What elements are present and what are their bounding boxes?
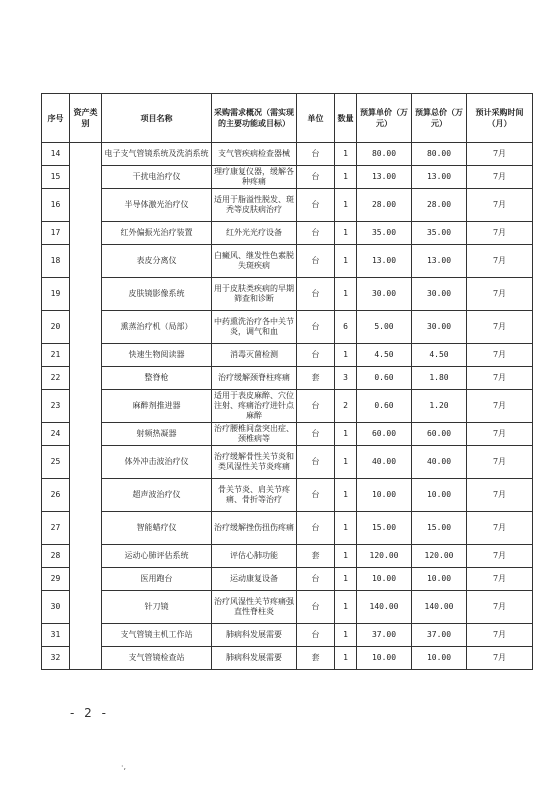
cell-seq: 27 xyxy=(42,512,70,545)
cell-seq: 16 xyxy=(42,189,70,222)
header-category: 资产类别 xyxy=(70,94,102,143)
cell-unit: 台 xyxy=(297,446,335,479)
cell-unit-price: 15.00 xyxy=(357,512,412,545)
cell-seq: 15 xyxy=(42,166,70,189)
cell-unit-price: 30.00 xyxy=(357,278,412,311)
cell-qty: 1 xyxy=(335,278,357,311)
cell-total-price: 4.50 xyxy=(412,344,467,367)
cell-name: 熏蒸治疗机（局部） xyxy=(102,311,212,344)
header-qty: 数量 xyxy=(335,94,357,143)
table-row xyxy=(42,166,533,189)
cell-unit: 台 xyxy=(297,222,335,245)
header-name: 项目名称 xyxy=(102,94,212,143)
header-requirement: 采购需求概况（需实现的主要功能或目标） xyxy=(212,94,297,143)
cell-qty: 1 xyxy=(335,568,357,591)
cell-requirement: 运动康复设备 xyxy=(212,568,297,591)
header-unit-price: 预算单价（万元） xyxy=(357,94,412,143)
cell-time: 7月 xyxy=(467,143,533,166)
cell-category xyxy=(70,143,102,670)
cell-time: 7月 xyxy=(467,245,533,278)
cell-name: 智能蜡疗仪 xyxy=(102,512,212,545)
cell-qty: 1 xyxy=(335,512,357,545)
cell-time: 7月 xyxy=(467,446,533,479)
cell-total-price: 15.00 xyxy=(412,512,467,545)
header-time: 预计采购时间（月） xyxy=(467,94,533,143)
cell-seq: 28 xyxy=(42,545,70,568)
cell-unit: 台 xyxy=(297,245,335,278)
header-total-price: 预算总价（万元） xyxy=(412,94,467,143)
cell-qty: 1 xyxy=(335,647,357,670)
table-row xyxy=(42,545,533,568)
cell-requirement: 白癜风、继发性色素脱失斑疾病 xyxy=(212,245,297,278)
cell-name: 运动心肺评估系统 xyxy=(102,545,212,568)
cell-time: 7月 xyxy=(467,278,533,311)
cell-seq: 29 xyxy=(42,568,70,591)
cell-name: 半导体激光治疗仪 xyxy=(102,189,212,222)
table-row xyxy=(42,512,533,545)
cell-qty: 1 xyxy=(335,545,357,568)
cell-name: 支气管镜检查站 xyxy=(102,647,212,670)
cell-unit-price: 120.00 xyxy=(357,545,412,568)
cell-time: 7月 xyxy=(467,568,533,591)
cell-unit-price: 13.00 xyxy=(357,166,412,189)
cell-unit-price: 5.00 xyxy=(357,311,412,344)
cell-seq: 30 xyxy=(42,591,70,624)
cell-requirement: 骨关节炎、肩关节疼痛、骨折等治疗 xyxy=(212,479,297,512)
cell-total-price: 30.00 xyxy=(412,311,467,344)
header-unit: 单位 xyxy=(297,94,335,143)
cell-requirement: 适用于表皮麻醉、穴位注射、疼痛治疗进针点麻醉 xyxy=(212,390,297,423)
cell-unit-price: 35.00 xyxy=(357,222,412,245)
cell-unit: 台 xyxy=(297,512,335,545)
cell-seq: 26 xyxy=(42,479,70,512)
cell-time: 7月 xyxy=(467,189,533,222)
table-row xyxy=(42,245,533,278)
cell-name: 快速生物阅读器 xyxy=(102,344,212,367)
cell-name: 超声波治疗仪 xyxy=(102,479,212,512)
cell-total-price: 10.00 xyxy=(412,479,467,512)
table-row xyxy=(42,423,533,446)
table-row xyxy=(42,367,533,390)
cell-unit: 台 xyxy=(297,166,335,189)
cell-total-price: 10.00 xyxy=(412,647,467,670)
cell-requirement: 治疗缓解颈脊柱疼痛 xyxy=(212,367,297,390)
cell-unit: 台 xyxy=(297,311,335,344)
cell-time: 7月 xyxy=(467,390,533,423)
table-row xyxy=(42,278,533,311)
cell-qty: 1 xyxy=(335,344,357,367)
cell-unit-price: 140.00 xyxy=(357,591,412,624)
cell-total-price: 13.00 xyxy=(412,166,467,189)
cell-seq: 18 xyxy=(42,245,70,278)
footer-mark: ·, xyxy=(121,762,127,771)
cell-time: 7月 xyxy=(467,512,533,545)
cell-total-price: 60.00 xyxy=(412,423,467,446)
cell-time: 7月 xyxy=(467,545,533,568)
cell-unit: 台 xyxy=(297,143,335,166)
table-row xyxy=(42,311,533,344)
cell-qty: 2 xyxy=(335,390,357,423)
cell-total-price: 35.00 xyxy=(412,222,467,245)
cell-total-price: 80.00 xyxy=(412,143,467,166)
cell-unit: 台 xyxy=(297,278,335,311)
table-row xyxy=(42,446,533,479)
table-row xyxy=(42,647,533,670)
cell-seq: 19 xyxy=(42,278,70,311)
cell-name: 电子支气管镜系统及洗消系统 xyxy=(102,143,212,166)
cell-total-price: 30.00 xyxy=(412,278,467,311)
cell-unit: 套 xyxy=(297,647,335,670)
cell-time: 7月 xyxy=(467,367,533,390)
cell-time: 7月 xyxy=(467,166,533,189)
cell-seq: 31 xyxy=(42,624,70,647)
cell-total-price: 120.00 xyxy=(412,545,467,568)
cell-unit-price: 0.60 xyxy=(357,367,412,390)
cell-time: 7月 xyxy=(467,647,533,670)
table-row xyxy=(42,222,533,245)
cell-name: 体外冲击波治疗仪 xyxy=(102,446,212,479)
cell-requirement: 用于皮肤类疾病的早期筛查和诊断 xyxy=(212,278,297,311)
table-row xyxy=(42,568,533,591)
cell-unit: 套 xyxy=(297,367,335,390)
header-seq: 序号 xyxy=(42,94,70,143)
cell-qty: 1 xyxy=(335,222,357,245)
table-row xyxy=(42,624,533,647)
cell-requirement: 肺病科发展需要 xyxy=(212,624,297,647)
cell-name: 干扰电治疗仪 xyxy=(102,166,212,189)
table-row xyxy=(42,591,533,624)
cell-total-price: 140.00 xyxy=(412,591,467,624)
cell-name: 针刀镜 xyxy=(102,591,212,624)
cell-requirement: 治疗缓解骨性关节炎和类风湿性关节炎疼痛 xyxy=(212,446,297,479)
cell-unit-price: 80.00 xyxy=(357,143,412,166)
cell-name: 皮肤镜影像系统 xyxy=(102,278,212,311)
cell-time: 7月 xyxy=(467,311,533,344)
table-header-row xyxy=(42,94,533,143)
cell-time: 7月 xyxy=(467,624,533,647)
table-row xyxy=(42,189,533,222)
cell-qty: 1 xyxy=(335,189,357,222)
cell-name: 整脊枪 xyxy=(102,367,212,390)
cell-seq: 25 xyxy=(42,446,70,479)
cell-requirement: 适用于脂溢性脱发、斑秃等皮肤病治疗 xyxy=(212,189,297,222)
cell-unit: 套 xyxy=(297,545,335,568)
cell-requirement: 支气管疾病检查器械 xyxy=(212,143,297,166)
cell-seq: 20 xyxy=(42,311,70,344)
cell-unit: 台 xyxy=(297,423,335,446)
cell-time: 7月 xyxy=(467,344,533,367)
cell-total-price: 13.00 xyxy=(412,245,467,278)
cell-name: 医用跑台 xyxy=(102,568,212,591)
cell-qty: 1 xyxy=(335,423,357,446)
cell-qty: 1 xyxy=(335,245,357,278)
table-row xyxy=(42,479,533,512)
cell-qty: 1 xyxy=(335,166,357,189)
table-row xyxy=(42,344,533,367)
cell-qty: 1 xyxy=(335,591,357,624)
cell-seq: 23 xyxy=(42,390,70,423)
cell-unit: 台 xyxy=(297,479,335,512)
cell-qty: 1 xyxy=(335,143,357,166)
cell-unit: 台 xyxy=(297,591,335,624)
cell-seq: 32 xyxy=(42,647,70,670)
cell-name: 射频热凝器 xyxy=(102,423,212,446)
cell-seq: 22 xyxy=(42,367,70,390)
cell-qty: 1 xyxy=(335,624,357,647)
cell-time: 7月 xyxy=(467,479,533,512)
table-row xyxy=(42,390,533,423)
cell-name: 麻醉剂推进器 xyxy=(102,390,212,423)
cell-name: 表皮分离仪 xyxy=(102,245,212,278)
cell-name: 支气管镜主机工作站 xyxy=(102,624,212,647)
cell-unit: 台 xyxy=(297,344,335,367)
cell-requirement: 评估心肺功能 xyxy=(212,545,297,568)
cell-total-price: 10.00 xyxy=(412,568,467,591)
cell-unit-price: 10.00 xyxy=(357,568,412,591)
cell-unit: 台 xyxy=(297,390,335,423)
cell-total-price: 37.00 xyxy=(412,624,467,647)
cell-qty: 1 xyxy=(335,446,357,479)
cell-requirement: 肺病科发展需要 xyxy=(212,647,297,670)
table-row xyxy=(42,143,533,166)
cell-unit-price: 4.50 xyxy=(357,344,412,367)
cell-name: 红外偏振光治疗装置 xyxy=(102,222,212,245)
cell-unit: 台 xyxy=(297,624,335,647)
cell-unit-price: 37.00 xyxy=(357,624,412,647)
cell-unit: 台 xyxy=(297,189,335,222)
cell-requirement: 中药熏洗治疗各中关节炎，调气和血 xyxy=(212,311,297,344)
cell-requirement: 治疗缓解挫伤扭伤疼痛 xyxy=(212,512,297,545)
cell-unit-price: 60.00 xyxy=(357,423,412,446)
cell-total-price: 28.00 xyxy=(412,189,467,222)
cell-time: 7月 xyxy=(467,591,533,624)
cell-qty: 6 xyxy=(335,311,357,344)
cell-time: 7月 xyxy=(467,423,533,446)
cell-qty: 1 xyxy=(335,479,357,512)
cell-time: 7月 xyxy=(467,222,533,245)
cell-qty: 3 xyxy=(335,367,357,390)
cell-unit-price: 10.00 xyxy=(357,479,412,512)
cell-requirement: 红外光光疗设备 xyxy=(212,222,297,245)
cell-requirement: 治疗腰椎间盘突出症、颈椎病等 xyxy=(212,423,297,446)
cell-unit: 台 xyxy=(297,568,335,591)
cell-unit-price: 40.00 xyxy=(357,446,412,479)
cell-unit-price: 10.00 xyxy=(357,647,412,670)
procurement-table xyxy=(41,93,533,670)
cell-requirement: 治疗风湿性关节疼痛强直性脊柱炎 xyxy=(212,591,297,624)
cell-total-price: 40.00 xyxy=(412,446,467,479)
cell-total-price: 1.80 xyxy=(412,367,467,390)
cell-requirement: 消毒灭菌检测 xyxy=(212,344,297,367)
cell-requirement: 理疗康复仪器，缓解各种疼痛 xyxy=(212,166,297,189)
cell-seq: 14 xyxy=(42,143,70,166)
cell-seq: 17 xyxy=(42,222,70,245)
cell-unit-price: 28.00 xyxy=(357,189,412,222)
cell-unit-price: 13.00 xyxy=(357,245,412,278)
cell-unit-price: 0.60 xyxy=(357,390,412,423)
cell-seq: 21 xyxy=(42,344,70,367)
cell-seq: 24 xyxy=(42,423,70,446)
cell-total-price: 1.20 xyxy=(412,390,467,423)
page-number: - 2 - xyxy=(70,706,109,720)
